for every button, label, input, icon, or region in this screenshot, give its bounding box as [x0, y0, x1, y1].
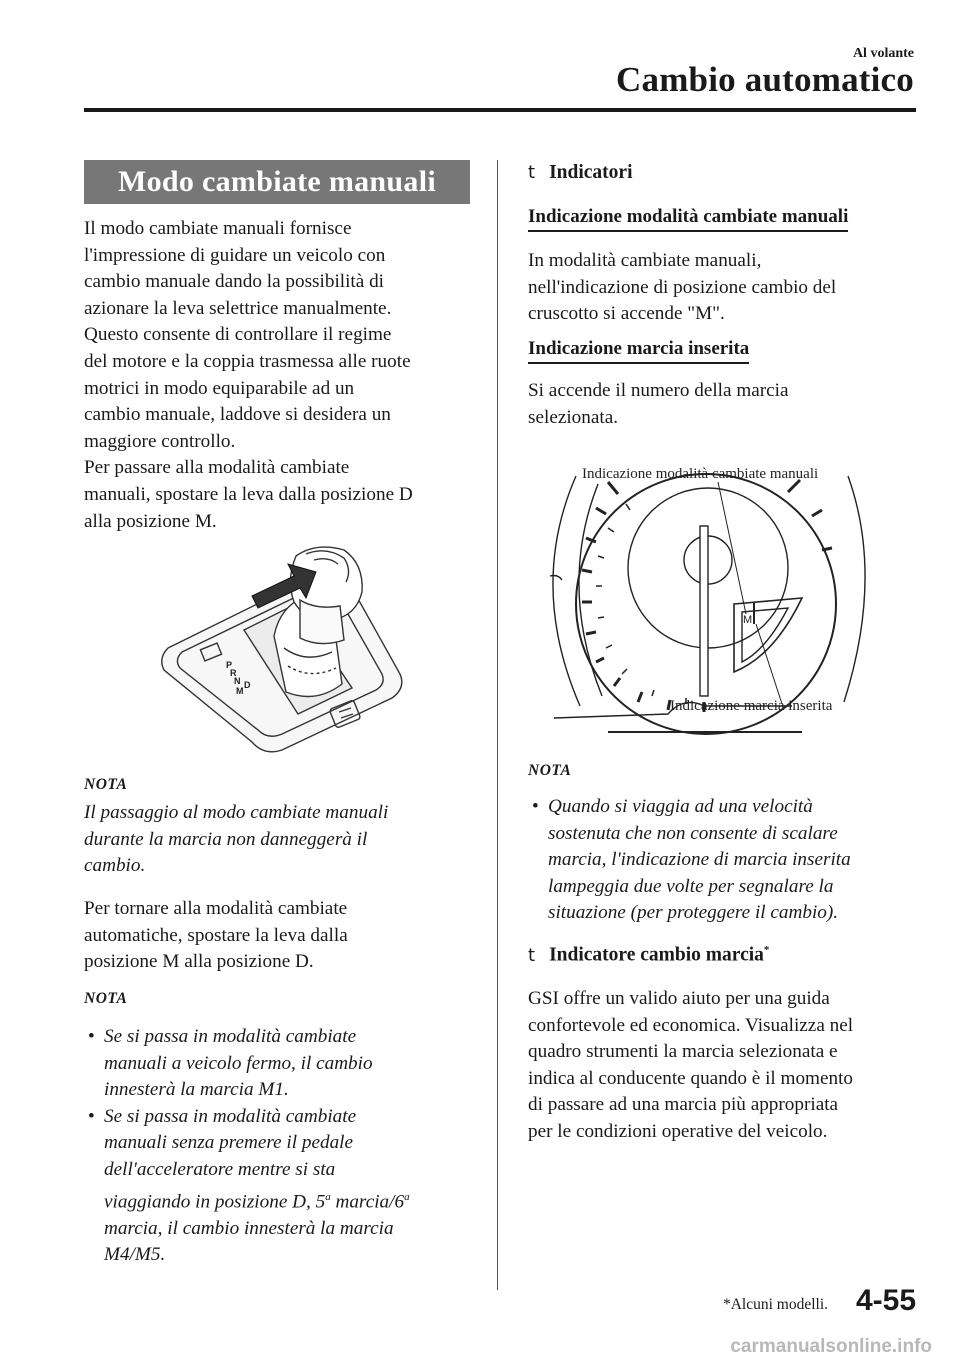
nota-2-bullets: [84, 1024, 476, 1269]
header-title: Cambio automatico: [616, 60, 914, 99]
indicatori-heading: t Indicatori: [528, 162, 633, 183]
intro-line: alla posizione M.: [84, 510, 217, 532]
intro-line: Questo consente di controllare il regime: [84, 324, 392, 346]
nota-3-title: NOTA: [528, 762, 572, 779]
intro-line: maggiore controllo.: [84, 430, 236, 452]
bullet-dot: •: [532, 796, 539, 817]
intro-line: manuali, spostare la leva dalla posizione D: [84, 483, 413, 505]
intro-line: l'impressione di guidare un veicolo con: [84, 244, 386, 266]
header-section: Al volante: [852, 46, 914, 61]
return-line: Per tornare alla modalità cambiate: [84, 898, 348, 919]
nota-line: Il passaggio al modo cambiate manuali: [84, 802, 389, 823]
cluster-diagram: [548, 456, 910, 740]
section-banner: Modo cambiate manuali: [84, 160, 470, 204]
sub-heading-1: Indicazione modalità cambiate manuali: [528, 206, 920, 232]
bullet-item: • Se si passa in modalità cambiate manuali senza premere il pedale dell'acceleratore mentre si sta viaggiando in posizione D, 5$^a$ marcia/6$^a$ marcia, il cambio innesterà la marcia M4/M5.: [88, 1105, 410, 1266]
return-line: automatiche, spostare la leva dalla: [84, 924, 348, 946]
bullet-dot: •: [88, 1105, 95, 1127]
intro-line: del motore e la coppia trasmessa alle ruote: [84, 350, 411, 372]
intro-line: azionare la leva selettrice manualmente.: [84, 297, 392, 319]
label-gear-indicator: Indicazione marcia inserita: [670, 698, 833, 714]
sub-1-paragraph: In modalità cambiate manuali, nell'indicazione di posizione cambio del cruscotto si accende "M".: [528, 250, 837, 325]
bullet-item: • Se si passa in modalità cambiate manuali a veicolo fermo, il cambio innesterà la marcia M1.: [88, 1026, 373, 1101]
page-number: 4-55: [855, 1284, 916, 1317]
intro-line: cambio manuale, laddove si desidera un: [84, 404, 391, 426]
nota-1-title: NOTA: [84, 776, 128, 793]
gsi-paragraph: GSI offre un valido aiuto per una guida confortevole ed economica. Visualizza nel quadro strumenti la marcia selezionata e indica al conducente quando è il momento di passare ad una marcia più appropriata per le condizioni operative del veicolo.: [528, 988, 854, 1142]
sub-heading-2: Indicazione marcia inserita: [528, 338, 920, 364]
intro-line: cambio manuale dando la possibilità di: [84, 271, 385, 293]
shifter-label-m: M: [236, 686, 244, 696]
return-paragraph: [84, 896, 476, 976]
gsi-heading: t Indicatore cambio marcia*: [528, 944, 770, 966]
label-manual-mode: Indicazione modalità cambiate manuali: [582, 466, 819, 482]
footer-note: *Alcuni modelli.: [722, 1296, 828, 1313]
shifter-illustration: [156, 536, 406, 754]
shifter-label-p: P: [226, 660, 233, 670]
shifter-label-n: N: [234, 676, 241, 686]
intro-line: Per passare alla modalità cambiate: [84, 457, 350, 479]
header-rule: [84, 108, 916, 112]
nota-line: cambio.: [84, 855, 146, 877]
cluster-m-indicator: M: [743, 614, 753, 626]
nota-2-title: NOTA: [84, 990, 128, 1007]
shifter-label-d: D: [244, 680, 251, 690]
bullet-dot: •: [88, 1026, 95, 1047]
shifter-label-r: R: [230, 668, 237, 678]
nota-line: durante la marcia non danneggerà il: [84, 828, 368, 850]
intro-line: motrici in modo equiparabile ad un: [84, 377, 355, 399]
nota-1-text: [84, 800, 476, 880]
section-marker-icon: t: [528, 162, 536, 183]
watermark: carmanualsonline.info: [730, 1336, 932, 1357]
column-divider: [497, 160, 498, 1290]
sub-2-paragraph: Si accende il numero della marcia selezionata.: [528, 380, 789, 428]
return-line: posizione M alla posizione D.: [84, 951, 314, 973]
nota-3-bullets: [528, 794, 920, 927]
intro-paragraph: [84, 216, 476, 535]
intro-line: Il modo cambiate manuali fornisce: [84, 218, 352, 239]
section-marker-icon: t: [528, 944, 536, 966]
bullet-item: • Quando si viaggia ad una velocità sostenuta che non consente di scalare marcia, l'indicazione di marcia inserita lampeggia due volte per segnalare la situazione (per proteggere il cambio).: [532, 796, 851, 924]
